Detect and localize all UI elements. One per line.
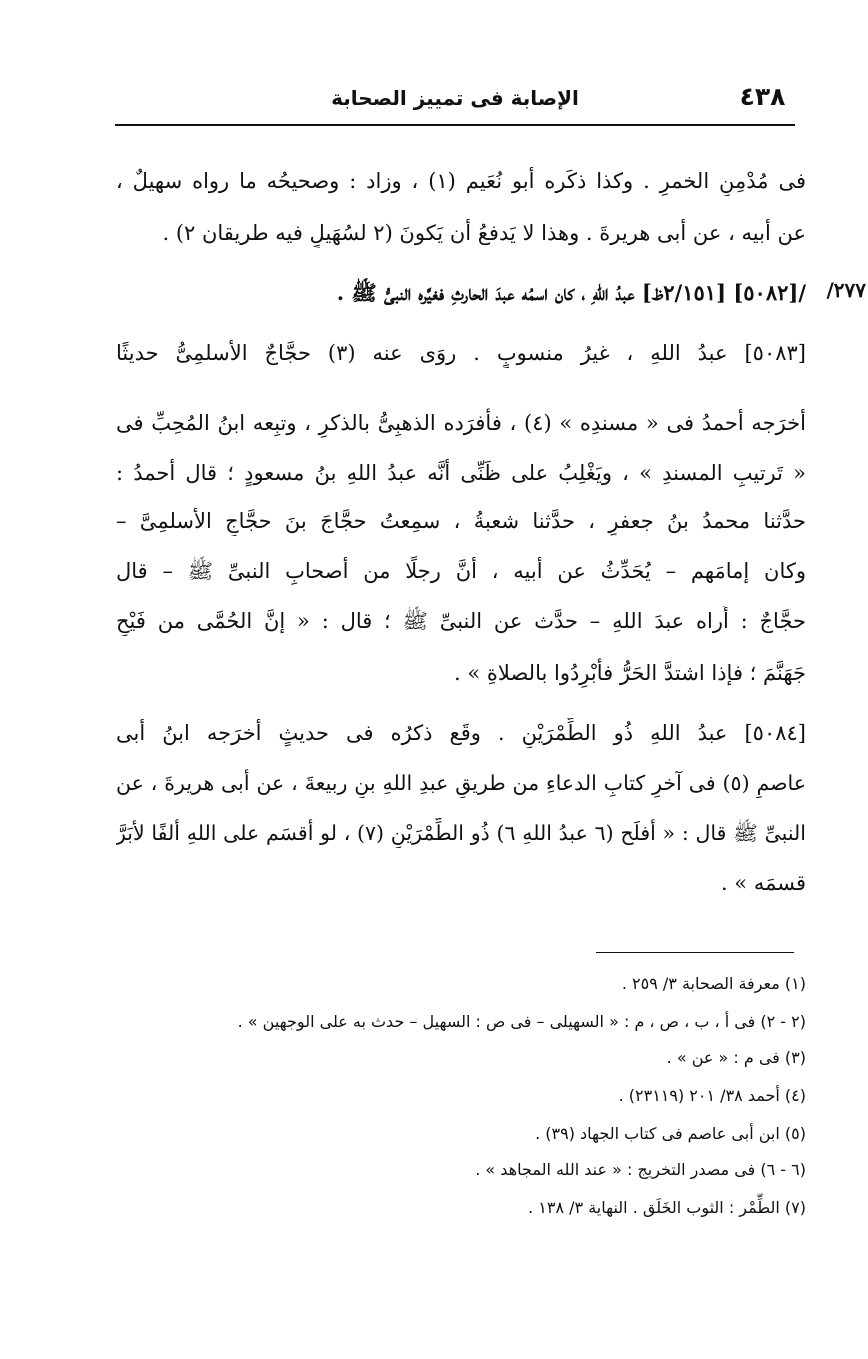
footnote: (٤) أحمد ٣٨/ ٢٠١ (٢٣١١٩) . — [618, 1086, 806, 1105]
running-title: الإصابة فى تمييز الصحابة — [331, 86, 579, 110]
entry-5082: /[٥٠٨٢] [٢/١٥١ظ] عبدُ اللهِ ، كان اسمُه عبدَ الحارثِ فغيَّره النبىُّ ﷺ . — [336, 280, 806, 305]
body-line: جَهَنَّمَ ؛ فإذا اشتدَّ الحَرُّ فأَبْرِدُوا بالصلاةِ » . — [454, 661, 806, 685]
footnote-divider — [596, 952, 794, 953]
footnote: (٧) الطِّمْر : الثوب الخَلَق . النهاية ٣/ ١٣٨ . — [528, 1198, 806, 1217]
footnote: (٢ - ٢) فى أ ، ب ، ص ، م : « السهيلى – فى ص : السهيل – حدث به على الوجهين » . — [237, 1012, 806, 1031]
body-line: « تَرتيبِ المسندِ » ، ويَغْلِبُ على ظَنِّى أنَّه عبدُ اللهِ بنُ مسعودٍ ؛ قال أحمدُ : — [116, 461, 806, 485]
body-line: فى مُدْمِنِ الخمرِ . وكذا ذكَره أبو نُعَيم (١) ، وزاد : وصحيحُه ما رواه سهيلٌ ، — [116, 169, 806, 193]
body-line: قسمَه » . — [720, 871, 806, 895]
footnote: (٦ - ٦) فى مصدر التخريج : « عند الله المجاهد » . — [475, 1160, 806, 1179]
entry-5083-heading: [٥٠٨٣] عبدُ اللهِ ، غيرُ منسوبٍ . روَى عنه (٣) حجَّاجٌ الأسلمِىُّ حديثًا — [116, 341, 806, 365]
footnote: (٣) فى م : « عن » . — [666, 1048, 806, 1067]
body-line: حجَّاجٌ : أُراه عبدَ اللهِ – حدَّث عن النبىِّ ﷺ ؛ قال : « إنَّ الحُمَّى من فَيْحِ — [116, 609, 806, 633]
body-line: وكان إمامَهم – يُحَدِّثُ عن أبيه ، أنَّ رجلًا من أصحابِ النبىِّ ﷺ – قال — [116, 559, 806, 583]
page-number: ٤٣٨ — [739, 82, 786, 111]
header-divider — [115, 124, 795, 126]
body-line: النبىِّ ﷺ قال : « أفلَح (٦ عبدُ اللهِ ٦) ذُو الطِّمْرَيْنِ (٧) ، لو أقسَم على اللهِ ألفًا لأبَرَّ — [116, 821, 806, 845]
body-line: عن أبيه ، عن أبى هريرةَ . وهذا لا يَدفعُ أن يَكونَ (٢ لسُهَيلٍ فيه طريقان ٢) . — [162, 221, 806, 245]
body-line: حدَّثنا محمدُ بنُ جعفرٍ ، حدَّثنا شعبةُ ، سمِعتُ حجَّاجَ بنَ حجَّاجٍ الأسلمِىَّ – — [116, 509, 806, 533]
entry-5084-heading: [٥٠٨٤] عبدُ اللهِ ذُو الطِّمْرَيْنِ . وقَع ذكرُه فى حديثٍ أخرَجه ابنُ أبى — [116, 721, 806, 745]
footnote: (١) معرفة الصحابة ٣/ ٢٥٩ . — [621, 974, 806, 993]
manuscript-folio-note: ٢٧٧/ — [826, 278, 866, 302]
body-line: أخرَجه أحمدُ فى « مسندِه » (٤) ، فأفرَده الذهبِىُّ بالذكرِ ، وتبِعه ابنُ المُحِبِّ فى — [116, 411, 806, 435]
body-line: عاصمٍ (٥) فى آخرِ كتابِ الدعاءِ من طريقِ عبدِ اللهِ بنِ ربيعةَ ، عن أبى هريرةَ ، عن — [116, 771, 806, 795]
footnote: (٥) ابن أبى عاصم فى كتاب الجهاد (٣٩) . — [535, 1124, 806, 1143]
